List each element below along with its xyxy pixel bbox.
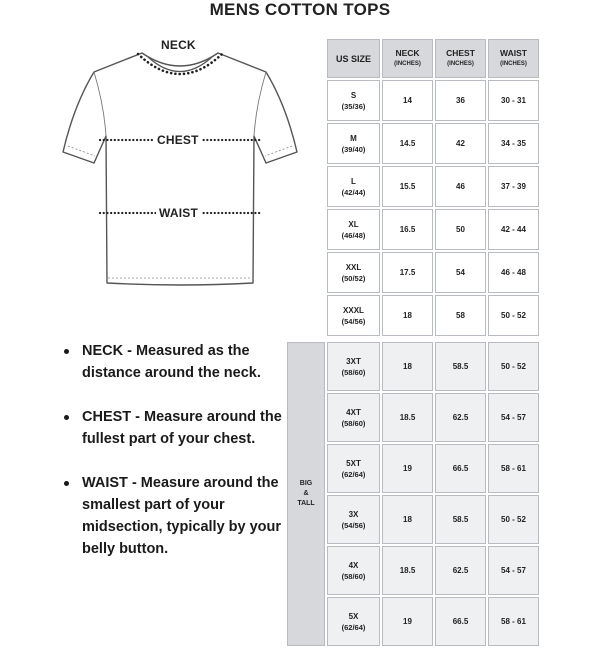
table-row <box>327 295 539 336</box>
note-neck <box>62 340 287 384</box>
size-code: M <box>350 133 357 143</box>
measurement-notes <box>62 340 287 582</box>
size-cell <box>327 597 380 646</box>
header-waist <box>488 39 539 78</box>
big-tall-label-line: & <box>303 490 309 497</box>
header-unit: (INCHES) <box>447 61 474 67</box>
waist-value: 46 - 48 <box>488 252 539 293</box>
neck-value: 18 <box>382 342 433 391</box>
table-row <box>327 123 539 164</box>
big-tall-table <box>285 340 541 648</box>
size-range: (35/36) <box>341 101 366 111</box>
size-range: (62/64) <box>341 622 366 632</box>
waist-label: WAIST <box>156 206 201 220</box>
bullet-icon <box>64 481 69 486</box>
neck-value: 19 <box>382 597 433 646</box>
waist-value: 50 - 52 <box>488 295 539 336</box>
size-range: (58/60) <box>341 367 366 377</box>
size-range: (54/56) <box>341 520 366 530</box>
neck-value: 17.5 <box>382 252 433 293</box>
neck-label: NECK <box>158 38 199 52</box>
chest-value: 50 <box>435 209 486 250</box>
neck-value: 14 <box>382 80 433 121</box>
waist-value: 30 - 31 <box>488 80 539 121</box>
chest-value: 36 <box>435 80 486 121</box>
size-cell <box>327 209 380 250</box>
size-code: XXXL <box>343 305 364 315</box>
size-cell <box>327 495 380 544</box>
neck-value: 14.5 <box>382 123 433 164</box>
size-range: (46/48) <box>341 230 366 240</box>
header-chest <box>435 39 486 78</box>
size-range: (58/60) <box>341 418 366 428</box>
size-cell <box>327 123 380 164</box>
note-text: CHEST - Measure around the fullest part of your chest. <box>82 409 282 447</box>
waist-value: 37 - 39 <box>488 166 539 207</box>
note-chest <box>62 406 287 450</box>
size-code: 3XT <box>346 356 361 366</box>
size-range: (50/52) <box>341 273 366 283</box>
size-code: S <box>350 90 357 100</box>
waist-value: 58 - 61 <box>488 597 539 646</box>
chest-value: 62.5 <box>435 393 486 442</box>
header-label: CHEST <box>446 48 475 58</box>
neck-value: 18 <box>382 295 433 336</box>
waist-value: 50 - 52 <box>488 495 539 544</box>
chest-value: 46 <box>435 166 486 207</box>
waist-value: 54 - 57 <box>488 546 539 595</box>
size-code: 4X <box>348 560 359 570</box>
page-title: MENS COTTON TOPS <box>209 0 391 19</box>
chest-value: 42 <box>435 123 486 164</box>
chest-value: 58.5 <box>435 342 486 391</box>
size-cell <box>327 393 380 442</box>
size-code: 5XT <box>346 458 361 468</box>
header-label: WAIST <box>500 48 527 58</box>
table-row <box>327 252 539 293</box>
size-cell <box>327 546 380 595</box>
note-text: WAIST - Measure around the smallest part of your midsection, typically by your belly button. <box>82 475 282 557</box>
size-code: 3X <box>348 509 359 519</box>
waist-value: 34 - 35 <box>488 123 539 164</box>
header-us-size: US SIZE <box>327 39 380 78</box>
chest-value: 62.5 <box>435 546 486 595</box>
big-tall-label <box>287 342 325 646</box>
table-row <box>327 166 539 207</box>
chest-value: 54 <box>435 252 486 293</box>
big-tall-label-line: BIG <box>299 480 313 487</box>
size-code: XXL <box>345 262 362 272</box>
big-tall-label-line: TALL <box>297 500 315 507</box>
neck-value: 15.5 <box>382 166 433 207</box>
waist-value: 58 - 61 <box>488 444 539 493</box>
size-cell <box>327 252 380 293</box>
table-row <box>327 80 539 121</box>
neck-value: 18.5 <box>382 546 433 595</box>
size-range: (39/40) <box>341 144 366 154</box>
note-waist <box>62 472 287 560</box>
size-cell <box>327 80 380 121</box>
chest-value: 58 <box>435 295 486 336</box>
table-header-row <box>327 39 539 78</box>
size-range: (42/44) <box>341 187 366 197</box>
chest-value: 66.5 <box>435 597 486 646</box>
waist-value: 54 - 57 <box>488 393 539 442</box>
waist-value: 42 - 44 <box>488 209 539 250</box>
size-chart-table <box>325 37 541 338</box>
tshirt-diagram <box>60 30 300 300</box>
header-unit: (INCHES) <box>394 61 421 67</box>
size-range: (58/60) <box>341 571 366 581</box>
note-text: NECK - Measured as the distance around the neck. <box>82 343 261 381</box>
table-row <box>287 342 539 391</box>
neck-value: 18.5 <box>382 393 433 442</box>
chest-value: 58.5 <box>435 495 486 544</box>
size-cell <box>327 444 380 493</box>
table-row <box>327 209 539 250</box>
size-range: (54/56) <box>341 316 366 326</box>
size-code: 4XT <box>346 407 361 417</box>
neck-value: 16.5 <box>382 209 433 250</box>
size-range: (62/64) <box>341 469 366 479</box>
chest-value: 66.5 <box>435 444 486 493</box>
neck-value: 18 <box>382 495 433 544</box>
size-code: XL <box>348 219 359 229</box>
neck-value: 19 <box>382 444 433 493</box>
waist-value: 50 - 52 <box>488 342 539 391</box>
bullet-icon <box>64 415 69 420</box>
size-code: L <box>351 176 356 186</box>
bullet-icon <box>64 349 69 354</box>
tshirt-icon <box>60 30 300 300</box>
header-neck <box>382 39 433 78</box>
header-unit: (INCHES) <box>500 61 527 67</box>
size-cell <box>327 166 380 207</box>
header-label: NECK <box>395 48 420 58</box>
chest-label: CHEST <box>154 133 202 147</box>
size-cell <box>327 342 380 391</box>
size-code: 5X <box>348 611 359 621</box>
size-cell <box>327 295 380 336</box>
